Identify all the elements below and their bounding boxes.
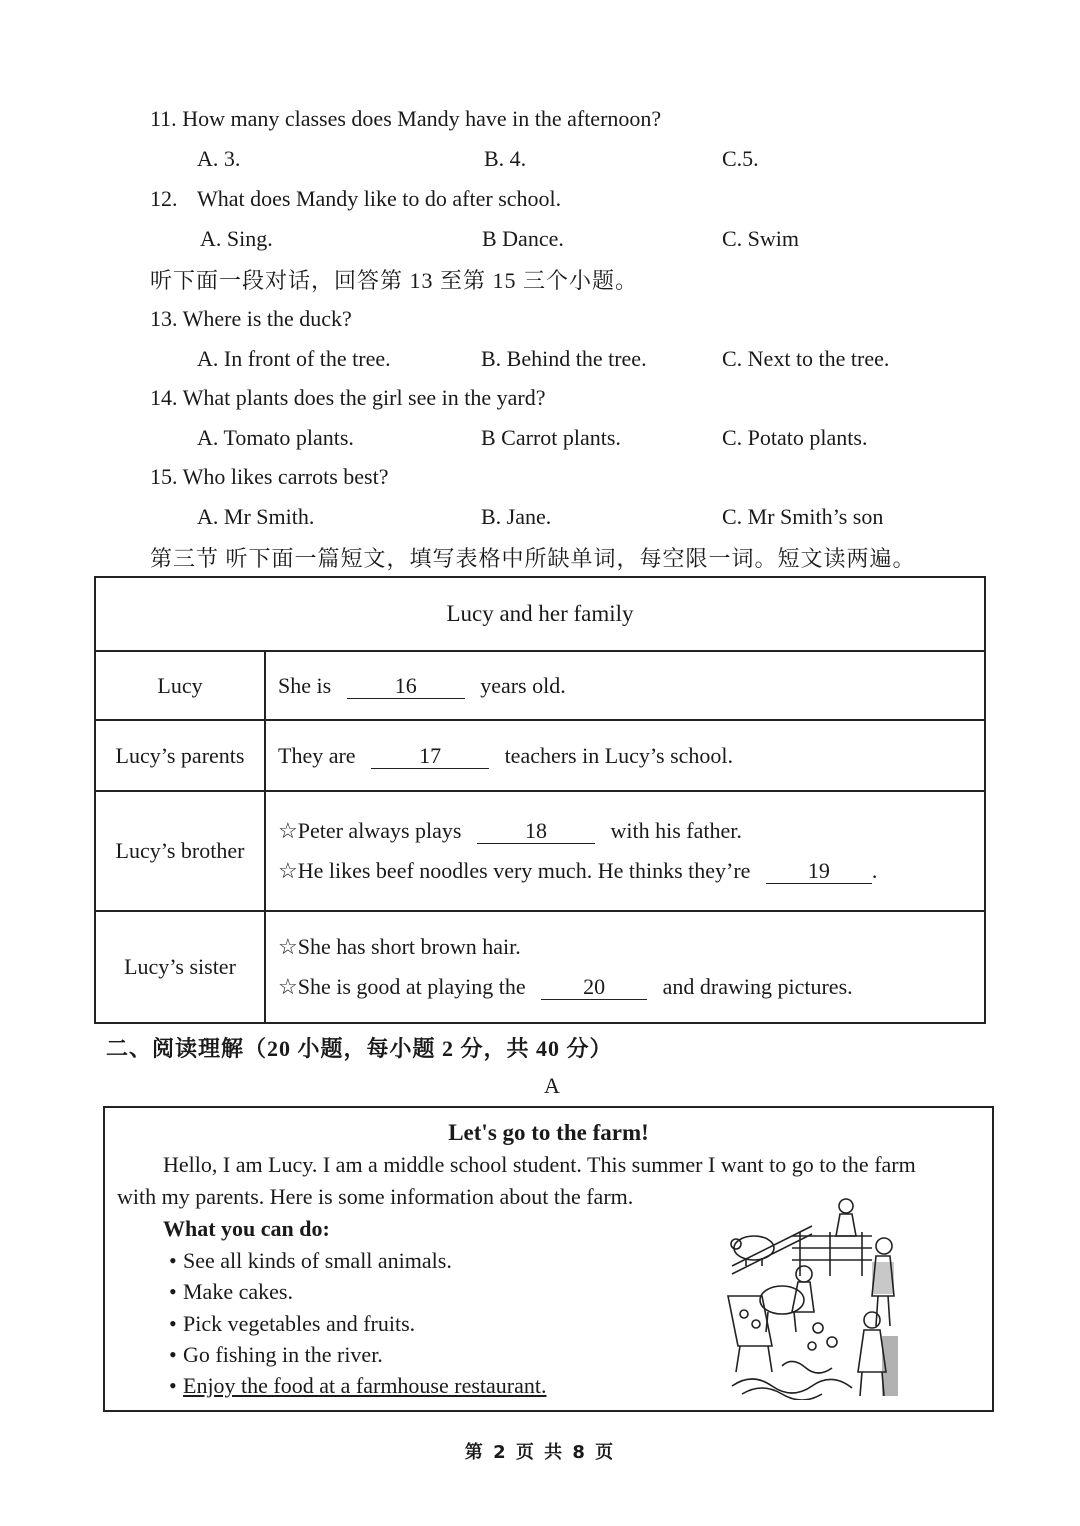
passage-letter: A	[544, 1073, 560, 1098]
answer-blank-19[interactable]: 19	[766, 859, 872, 884]
option-c: C. Potato plants.	[722, 425, 868, 450]
option-a: A. Tomato plants.	[197, 425, 354, 450]
passage-intro-line1: Hello, I am Lucy. I am a middle school student. This summer I want to go to the farm	[163, 1152, 916, 1177]
row-content	[265, 720, 985, 791]
passage-box	[103, 1106, 994, 1412]
sentence	[278, 811, 984, 851]
list-item-text: Pick vegetables and fruits.	[183, 1311, 416, 1336]
option-b: B. 4.	[484, 146, 527, 171]
list-item: • See all kinds of small animals.	[169, 1248, 452, 1273]
answer-blank-18[interactable]: 18	[477, 819, 595, 844]
list-item-text: See all kinds of small animals.	[183, 1248, 452, 1273]
sentence	[278, 666, 984, 706]
section3-heading: 第三节 听下面一篇短文，填写表格中所缺单词，每空限一词。短文读两遍。	[150, 546, 916, 571]
sentence-before: ☆He likes beef noodles very much. He thinks they’re	[278, 858, 751, 883]
question-11	[150, 106, 661, 132]
sentence-after: years old.	[480, 672, 566, 698]
question-text: Who likes carrots best?	[182, 464, 389, 489]
option-c: C. Next to the tree.	[722, 346, 890, 371]
option-c: C. Mr Smith’s son	[722, 504, 884, 529]
question-text: What does Mandy like to do after school.	[197, 186, 562, 211]
option-b: B Carrot plants.	[481, 425, 621, 450]
sentence	[278, 927, 984, 967]
row-label: Lucy’s parents	[95, 720, 265, 791]
list-item: • Go fishing in the river.	[169, 1342, 383, 1367]
table-title: Lucy and her family	[95, 577, 985, 651]
table-row	[95, 911, 985, 1023]
answer-blank-17[interactable]: 17	[371, 744, 489, 769]
question-13	[150, 306, 352, 332]
sentence-after: with his father.	[610, 818, 742, 843]
passage-title: Let's go to the farm!	[448, 1120, 649, 1145]
list-item-text: Enjoy the food at a farmhouse restaurant.	[183, 1373, 547, 1398]
sentence-after: and drawing pictures.	[662, 974, 853, 999]
table-row	[95, 791, 985, 911]
row-label: Lucy’s brother	[95, 791, 265, 911]
sentence-after: teachers in Lucy’s school.	[504, 742, 734, 768]
part2-heading: 二、阅读理解（20 小题，每小题 2 分，共 40 分）	[106, 1036, 613, 1061]
option-a: A. 3.	[197, 146, 241, 171]
sentence-after: .	[871, 858, 878, 883]
question-text: How many classes does Mandy have in the afternoon?	[182, 106, 662, 131]
row-label: Lucy’s sister	[95, 911, 265, 1023]
row-label: Lucy	[95, 651, 265, 720]
list-item: • Pick vegetables and fruits.	[169, 1311, 416, 1336]
passage-subheading: What you can do:	[163, 1216, 330, 1241]
option-c: C. Swim	[722, 226, 800, 251]
option-a: A. Sing.	[200, 226, 273, 251]
list-item: • Enjoy the food at a farmhouse restaurant.	[169, 1373, 547, 1398]
question-number: 14.	[150, 385, 178, 410]
passage-intro-line2: with my parents. Here is some information about the farm.	[117, 1184, 634, 1209]
sentence	[278, 736, 984, 776]
sentence-before: ☆She is good at playing the	[278, 974, 526, 999]
question-number: 13.	[150, 306, 178, 331]
sentence-before: ☆Peter always plays	[278, 818, 462, 843]
option-b: B. Behind the tree.	[481, 346, 647, 371]
question-14	[150, 385, 546, 411]
family-table	[94, 576, 986, 1024]
option-a: A. Mr Smith.	[197, 504, 315, 529]
farm-illustration	[722, 1196, 902, 1400]
list-item-text: Go fishing in the river.	[183, 1342, 383, 1367]
question-15	[150, 464, 388, 490]
table-row	[95, 651, 985, 720]
option-b: B. Jane.	[481, 504, 552, 529]
question-12	[150, 186, 561, 212]
option-c: C.5.	[722, 146, 759, 171]
table-row	[95, 720, 985, 791]
answer-blank-16[interactable]: 16	[347, 674, 465, 699]
sentence	[278, 967, 984, 1007]
option-b: B Dance.	[482, 226, 564, 251]
list-item: • Make cakes.	[169, 1279, 293, 1304]
answer-blank-20[interactable]: 20	[541, 975, 647, 1000]
question-number: 12.	[150, 186, 178, 211]
question-number: 11.	[150, 106, 177, 131]
sentence	[278, 851, 984, 891]
question-text: What plants does the girl see in the yard?	[182, 385, 546, 410]
instruction-13-15: 听下面一段对话，回答第 13 至第 15 三个小题。	[150, 268, 639, 293]
row-content	[265, 911, 985, 1023]
sentence-before: They are	[278, 742, 356, 768]
row-content	[265, 651, 985, 720]
sentence-text: ☆She has short brown hair.	[278, 934, 521, 959]
question-text: Where is the duck?	[182, 306, 352, 331]
page-footer: 第 2 页 共 8 页	[464, 1442, 616, 1463]
sentence-before: She is	[278, 672, 332, 698]
row-content	[265, 791, 985, 911]
option-a: A. In front of the tree.	[197, 346, 391, 371]
list-item-text: Make cakes.	[183, 1279, 293, 1304]
question-number: 15.	[150, 464, 178, 489]
